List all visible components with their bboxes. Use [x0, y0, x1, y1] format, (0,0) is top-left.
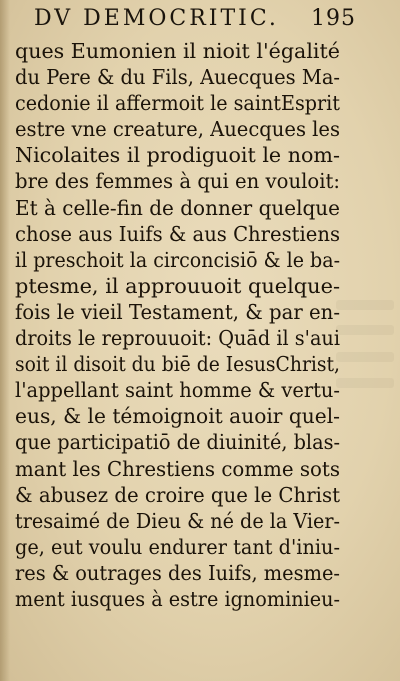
text-line: & abusez de croire que le Christ [15, 482, 341, 507]
text-line: fois le vieil Testament, & par en- [15, 299, 340, 324]
text-line: estre vne creature, Auecques les [15, 117, 341, 142]
text-line: eus, & le témoignoit auoir quel- [15, 404, 341, 429]
show-through-mark [336, 352, 394, 362]
text-line: chose aus Iuifs & aus Chrestiens [15, 221, 341, 246]
text-line: ptesme, il approuuoit quelque- [15, 273, 340, 298]
text-line: mant les Chrestiens comme sots [15, 456, 341, 481]
text-line: Et à celle-fin de donner quelque [15, 195, 341, 220]
text-line: soit il disoit du biē de IesusChrist, [15, 352, 341, 377]
page-gutter-shadow [0, 0, 10, 681]
body-text [15, 38, 340, 612]
text-line: Nicolaites il prodiguoit le nom- [15, 143, 340, 168]
text-line: tresaimé de Dieu & né de la Vier- [15, 508, 341, 533]
text-line: res & outrages des Iuifs, mesme- [15, 560, 340, 585]
text-line: cedonie il affermoit le saintEsprit [15, 91, 341, 116]
text-line: ques Eumonien il nioit l'égalité [15, 39, 340, 63]
text-line: du Pere & du Fils, Auecques Ma- [15, 65, 341, 90]
text-line: ge, eut voulu endurer tant d'iniu- [15, 534, 341, 559]
text-line: l'appellant saint homme & vertu- [15, 378, 340, 403]
text-line: droits le reprouuoit: Quād il s'aui [15, 326, 340, 351]
text-line: bre des femmes à qui en vouloit: [15, 169, 340, 194]
page-number: 195 [311, 6, 356, 31]
page-header [34, 6, 356, 36]
text-line: ment iusques à estre ignominieu- [15, 586, 340, 611]
running-title: DV DEMOCRITIC. [34, 6, 279, 31]
show-through-mark [336, 325, 394, 335]
show-through-mark [336, 300, 394, 310]
text-line: il preschoit la circoncisiō & le ba- [15, 247, 341, 272]
text-line: que participatiō de diuinité, blas- [15, 430, 341, 455]
show-through-mark [336, 378, 394, 388]
